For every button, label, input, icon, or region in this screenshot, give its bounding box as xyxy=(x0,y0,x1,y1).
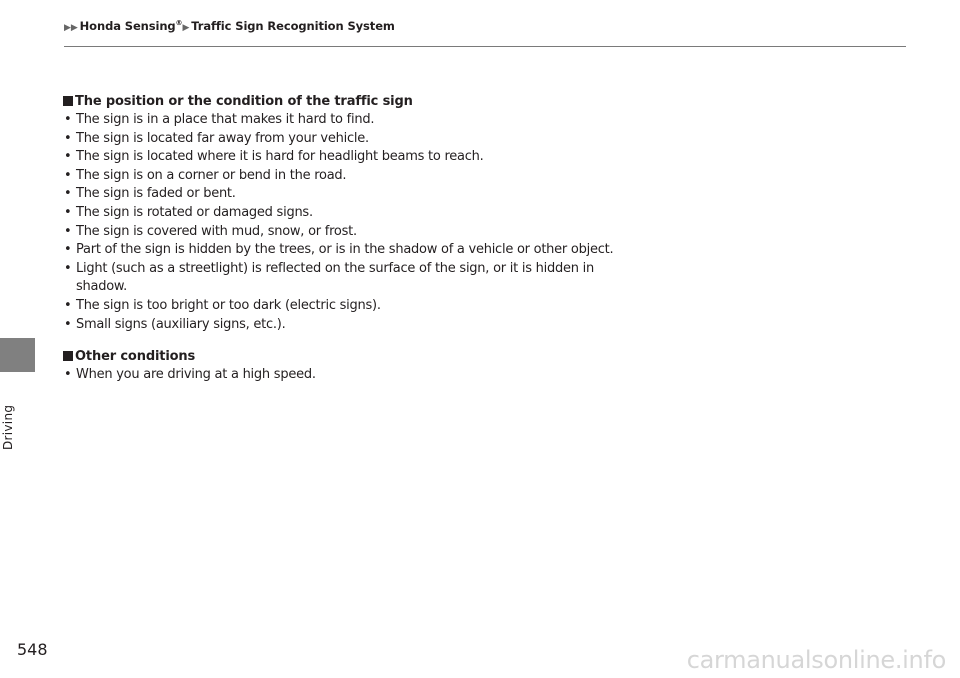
bullet-dot-icon: • xyxy=(64,186,72,202)
list-item xyxy=(63,148,623,167)
list-item-text: The sign is on a corner or bend in the road. xyxy=(76,167,347,183)
list-item xyxy=(63,316,623,335)
page-number: 548 xyxy=(17,640,48,659)
list-item xyxy=(63,185,623,204)
list-item-text: When you are driving at a high speed. xyxy=(76,367,316,383)
bullet-dot-icon: • xyxy=(64,149,72,165)
list-item-text: The sign is located where it is hard for headlight beams to reach. xyxy=(76,149,484,165)
black-square-icon xyxy=(63,96,73,106)
section-tab-label: Driving xyxy=(1,404,15,450)
section-heading xyxy=(63,92,623,111)
list-item-text: Small signs (auxiliary signs, etc.). xyxy=(76,316,286,332)
section xyxy=(63,347,623,385)
bullet-dot-icon: • xyxy=(64,204,72,220)
list-item-text: Part of the sign is hidden by the trees, or is in the shadow of a vehicle or other object. xyxy=(76,242,614,258)
list-item xyxy=(63,297,623,316)
bullet-list xyxy=(63,111,623,334)
list-item xyxy=(63,241,623,260)
bullet-dot-icon: • xyxy=(64,367,72,383)
list-item xyxy=(63,130,623,149)
header-rule xyxy=(64,46,906,47)
bullet-dot-icon: • xyxy=(64,260,72,276)
list-item xyxy=(63,167,623,186)
breadcrumb-item[interactable]: Honda Sensing xyxy=(79,19,176,33)
section xyxy=(63,92,623,334)
page-content xyxy=(63,92,623,385)
bullet-dot-icon: • xyxy=(64,223,72,239)
watermark: carmanualsonline.info xyxy=(686,646,946,674)
section-heading-text: Other conditions xyxy=(75,349,196,365)
list-item-text: Light (such as a streetlight) is reflected on the surface of the sign, or it is hidden in shadow. xyxy=(76,260,594,295)
list-item-text: The sign is covered with mud, snow, or frost. xyxy=(76,223,357,239)
list-item-text: The sign is rotated or damaged signs. xyxy=(76,204,313,220)
bullet-dot-icon: • xyxy=(64,130,72,146)
breadcrumb-arrow-icon: ▶ xyxy=(182,23,190,33)
bullet-dot-icon: • xyxy=(64,297,72,313)
bullet-dot-icon: • xyxy=(64,316,72,332)
list-item-text: The sign is faded or bent. xyxy=(76,186,236,202)
list-item xyxy=(63,260,623,297)
list-item xyxy=(63,223,623,242)
registered-mark: ® xyxy=(175,19,183,28)
list-item-text: The sign is in a place that makes it hard to find. xyxy=(76,112,375,127)
breadcrumb xyxy=(64,19,395,33)
list-item xyxy=(63,204,623,223)
list-item xyxy=(63,111,623,130)
breadcrumb-item[interactable]: Traffic Sign Recognition System xyxy=(191,19,395,33)
bullet-dot-icon: • xyxy=(64,167,72,183)
list-item-text: The sign is located far away from your vehicle. xyxy=(76,130,369,146)
bullet-dot-icon: • xyxy=(64,242,72,258)
list-item-text: The sign is too bright or too dark (electric signs). xyxy=(76,297,381,313)
section-heading xyxy=(63,347,623,366)
bullet-list xyxy=(63,366,623,385)
list-item xyxy=(63,366,623,385)
bullet-dot-icon: • xyxy=(64,112,72,127)
breadcrumb-arrow-icon: ▶▶ xyxy=(64,23,78,33)
section-heading-text: The position or the condition of the traffic sign xyxy=(75,94,413,109)
section-tab xyxy=(0,338,35,372)
black-square-icon xyxy=(63,351,73,361)
